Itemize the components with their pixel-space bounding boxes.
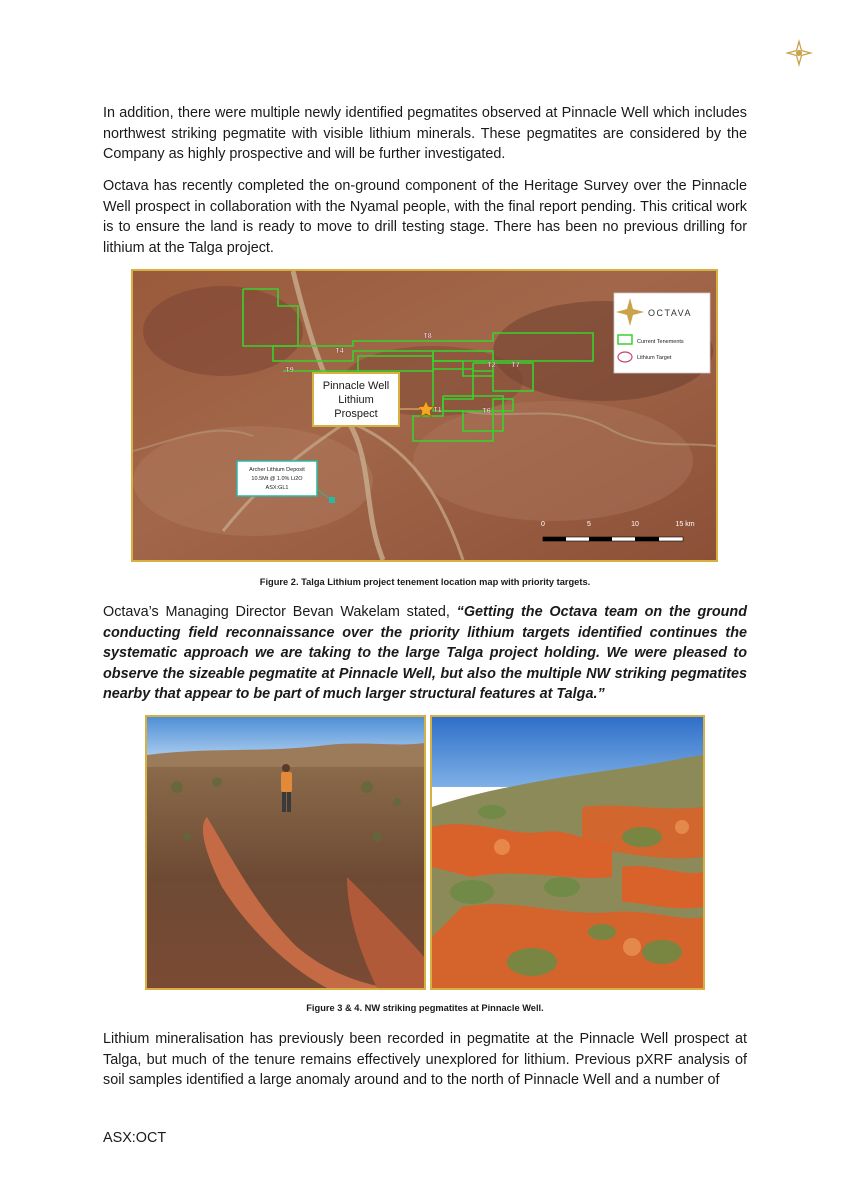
- deposit-label-line3: ASX:GL1: [265, 485, 289, 491]
- quote-intro: Octava’s Managing Director Bevan Wakelam stated,: [103, 604, 457, 620]
- tenement-label-t7: T7: [511, 360, 520, 369]
- tenement-label-t2: T2: [487, 360, 496, 369]
- map-legend: [614, 293, 710, 373]
- scale-tick-10: 10: [631, 521, 639, 528]
- photo-pegmatite-outcrop: [432, 717, 703, 988]
- scale-tick-5: 5: [587, 521, 591, 528]
- figure-4-photo: [430, 715, 705, 990]
- footer-ticker: ASX:OCT: [103, 1130, 167, 1146]
- figure-3-photo: [145, 715, 426, 990]
- deposit-label-line1: Archer Lithium Deposit: [249, 467, 305, 473]
- tenement-label-t1: T1: [433, 405, 442, 414]
- legend-target-label: Lithium Target: [637, 355, 672, 361]
- deposit-label-line2: 10.5Mt @ 1.0% Li2O: [251, 476, 303, 482]
- tenement-map: [133, 271, 716, 560]
- legend-brand: OCTAVA: [648, 308, 693, 318]
- tenement-label-t4: T4: [335, 346, 344, 355]
- tenement-label-t9: T9: [285, 365, 294, 374]
- prospect-label-line1: Pinnacle Well: [322, 380, 390, 392]
- tenement-label-t8: T8: [423, 331, 432, 340]
- paragraph-lithium-mineralisation: Lithium mineralisation has previously been recorded in pegmatite at the Pinnacle Well prospect at Talga, but much of the tenure remains effectively unexplored for lithium. Previous pXRF analysis of soil samples identified a large anomaly around and to the north of Pinnacle Well and a number of: [103, 1031, 747, 1088]
- photo-pegmatite-with-person: [147, 717, 424, 988]
- legend-tenements-label: Current Tenements: [637, 339, 684, 345]
- prospect-label-line2: Lithium: [338, 394, 374, 406]
- quote-text: “Getting the Octava team on the ground conducting field reconnaissance over the priority lithium targets identified continues the systematic approach we are taking to the large Talga project holding. We were pleased to observe the sizeable pegmatite at Pinnacle Well, but also the multiple NW striking pegmatites nearby that appear to be part of much larger structural features at Talga.”: [103, 604, 747, 702]
- deposit-marker-icon: [329, 497, 335, 503]
- paragraph-pegmatites: In addition, there were multiple newly identified pegmatites observed at Pinnacle Well which includes northwest striking pegmatite with visible lithium minerals. These pegmatites are considered by the Company as highly prospective and will be further investigated.: [103, 105, 747, 162]
- prospect-label-line3: Prospect: [334, 408, 378, 420]
- scale-tick-0: 0: [541, 521, 545, 528]
- figure-34-caption: Figure 3 & 4. NW striking pegmatites at Pinnacle Well.: [306, 1003, 544, 1013]
- tenement-label-t6: T6: [482, 406, 491, 415]
- paragraph-heritage-survey: Octava has recently completed the on-ground component of the Heritage Survey over the Pinnacle Well prospect in collaboration with the Nyamal people, with the final report pending. This critical work is to ensure the land is ready to move to drill testing stage. There has been no previous drilling for lithium at the Talga project.: [103, 178, 747, 256]
- octava-logo-icon: [784, 38, 814, 68]
- scale-tick-15: 15 km: [675, 521, 695, 528]
- figure-2-map: [131, 269, 718, 562]
- paragraph-md-quote: [103, 602, 747, 705]
- figure-2-caption: Figure 2. Talga Lithium project tenement location map with priority targets.: [259, 577, 591, 587]
